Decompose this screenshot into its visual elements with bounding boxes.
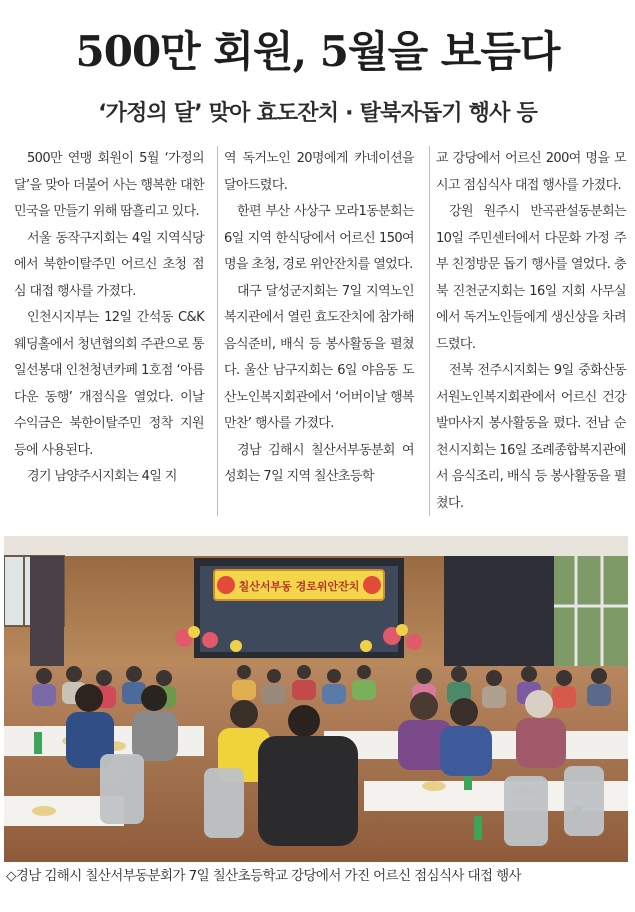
paragraph: 강원 원주시 반곡관설동분회는 10일 주민센터에서 다문화 가정 주부 친정방문 돕기 행사를 열었다. 충북 진천군지회는 16일 지회 사무실에서 독거노인들에게 생신상을 차려드렸다. [436,204,626,352]
paragraph: 인천시지부는 12일 간석동 C&K웨딩홀에서 청년협의회 주관으로 통일선봉대 인천청년카페 1호점 ‘아름다운 동행’ 개점식을 열었다. 이날 수익금은 북한이탈주민 정착 지원 등에 사용된다. [14,310,204,458]
article-body [14,146,626,526]
article-column-3 [436,146,626,517]
column-divider [429,146,430,516]
paragraph: 500만 연맹 회원이 5월 ‘가정의 달’을 맞아 더불어 사는 행복한 대한민국을 만들기 위해 땀흘리고 있다. [14,151,204,219]
subheadline: ‘가정의 달’ 맞아 효도잔치 · 탈북자돕기 행사 등 [98,101,537,126]
photo-caption: ◇경남 김해시 칠산서부동분회가 7일 칠산초등학교 강당에서 가진 어르신 점심식사 대접 행사 [6,868,522,884]
paragraph: 경남 김해시 칠산서부동분회 여성회는 7일 지역 칠산초등학 [224,442,414,484]
event-photo [4,536,628,862]
article-column-2 [224,146,414,491]
paragraph: 서울 동작구지회는 4일 지역식당에서 북한이탈주민 어르신 초청 점심 대접 행사를 가졌다. [14,230,204,299]
paragraph-continued: 교 강당에서 어르신 200여 명을 모시고 점심식사 대접 행사를 가졌다. [436,151,626,193]
stage-banner-text: 칠산서부동 경로위안잔치 [238,580,360,593]
column-divider [217,146,218,516]
article-column-1 [14,146,204,491]
headline: 500만 회원, 5월을 보듬다 [75,27,560,76]
paragraph: 대구 달성군지회는 7일 지역노인복지관에서 열린 효도잔치에 참가해 음식준비, 배식 등 봉사활동을 펼쳤다. 울산 남구지회는 6일 야음동 도산노인복지회관에서 ‘어버이날 행복만찬’ 행사를 가졌다. [224,283,414,431]
paragraph: 한편 부산 사상구 모라1동분회는 6일 지역 한식당에서 어르신 150여 명을 초청, 경로 위안잔치를 열었다. [224,204,414,272]
paragraph: 전북 전주시지회는 9일 중화산동 서원노인복지회관에서 어르신 건강 발마사지 봉사활동을 폈다. 전남 순천시지회는 16일 조례종합복지관에서 음식조리, 배식 등 봉사활동을 펼쳤다. [436,363,626,511]
paragraph-continued: 역 독거노인 20명에게 카네이션을 달아드렸다. [224,151,414,193]
paragraph: 경기 남양주시지회는 4일 지 [27,469,177,484]
